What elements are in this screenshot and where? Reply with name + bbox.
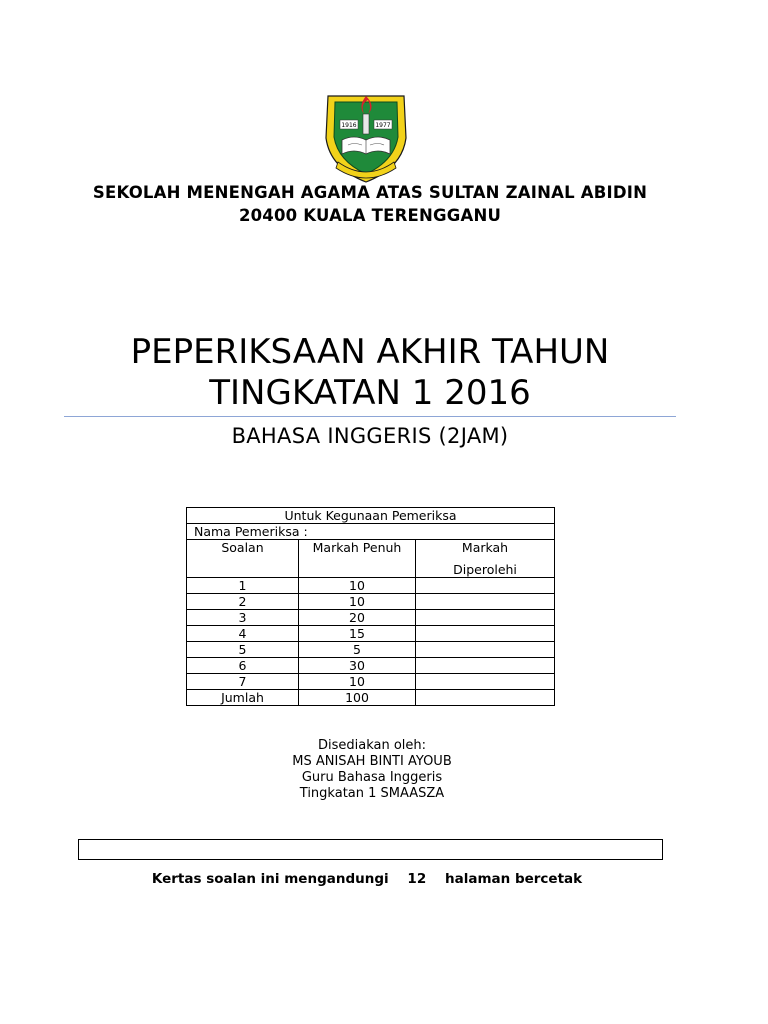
crest-year-right: 1977 — [375, 122, 391, 129]
exam-title-line2: TINGKATAN 1 2016 — [209, 373, 531, 413]
examiner-marks-table — [186, 507, 555, 706]
question-number: 5 — [187, 642, 299, 658]
marks-table-caption: Untuk Kegunaan Pemeriksa — [187, 508, 555, 524]
teacher-role: Guru Bahasa Inggeris — [301, 770, 443, 785]
total-label: Jumlah — [187, 690, 299, 706]
obtained-marks — [416, 610, 555, 626]
school-name: SEKOLAH MENENGAH AGAMA ATAS SULTAN ZAINAL ABIDIN — [92, 183, 648, 202]
total-obtained-marks — [416, 690, 555, 706]
question-number: 7 — [187, 674, 299, 690]
teacher-class: Tingkatan 1 SMAASZA — [299, 786, 445, 801]
school-crest-logo — [322, 90, 410, 185]
full-marks: 10 — [299, 674, 416, 690]
question-number: 6 — [187, 658, 299, 674]
obtained-marks — [416, 594, 555, 610]
obtained-marks — [416, 578, 555, 594]
question-number: 3 — [187, 610, 299, 626]
obtained-marks — [416, 674, 555, 690]
empty-name-box — [78, 839, 663, 860]
examiner-name-label: Nama Pemeriksa : — [187, 524, 555, 540]
table-row — [187, 658, 555, 674]
obtained-marks — [416, 642, 555, 658]
full-marks: 10 — [299, 594, 416, 610]
header-obtained-line1: Markah — [461, 540, 509, 555]
exam-title-line1: PEPERIKSAAN AKHIR TAHUN — [130, 332, 610, 372]
total-full-marks: 100 — [299, 690, 416, 706]
prepared-by-block — [222, 738, 522, 802]
prepared-by-label: Disediakan oleh: — [317, 738, 427, 753]
title-divider — [64, 416, 676, 417]
table-row — [187, 642, 555, 658]
full-marks: 5 — [299, 642, 416, 658]
table-row — [187, 674, 555, 690]
obtained-marks — [416, 626, 555, 642]
question-number: 1 — [187, 578, 299, 594]
header-question: Soalan — [187, 540, 299, 578]
table-row — [187, 594, 555, 610]
crest-year-left: 1916 — [341, 122, 357, 129]
header-full-marks: Markah Penuh — [299, 540, 416, 578]
header-obtained-marks — [416, 540, 555, 578]
full-marks: 20 — [299, 610, 416, 626]
obtained-marks — [416, 658, 555, 674]
teacher-name: MS ANISAH BINTI AYOUB — [292, 754, 452, 769]
exam-subject: BAHASA INGGERIS (2JAM) — [231, 424, 509, 448]
question-number: 2 — [187, 594, 299, 610]
question-number: 4 — [187, 626, 299, 642]
total-row — [187, 690, 555, 706]
torch-handle-icon — [363, 114, 369, 134]
table-row — [187, 626, 555, 642]
table-row — [187, 578, 555, 594]
table-row — [187, 610, 555, 626]
header-obtained-line2: Diperolehi — [453, 562, 517, 577]
page-count-note: Kertas soalan ini mengandungi 12 halaman bercetak — [151, 871, 583, 887]
full-marks: 30 — [299, 658, 416, 674]
full-marks: 10 — [299, 578, 416, 594]
full-marks: 15 — [299, 626, 416, 642]
school-address: 20400 KUALA TERENGGANU — [238, 206, 502, 225]
